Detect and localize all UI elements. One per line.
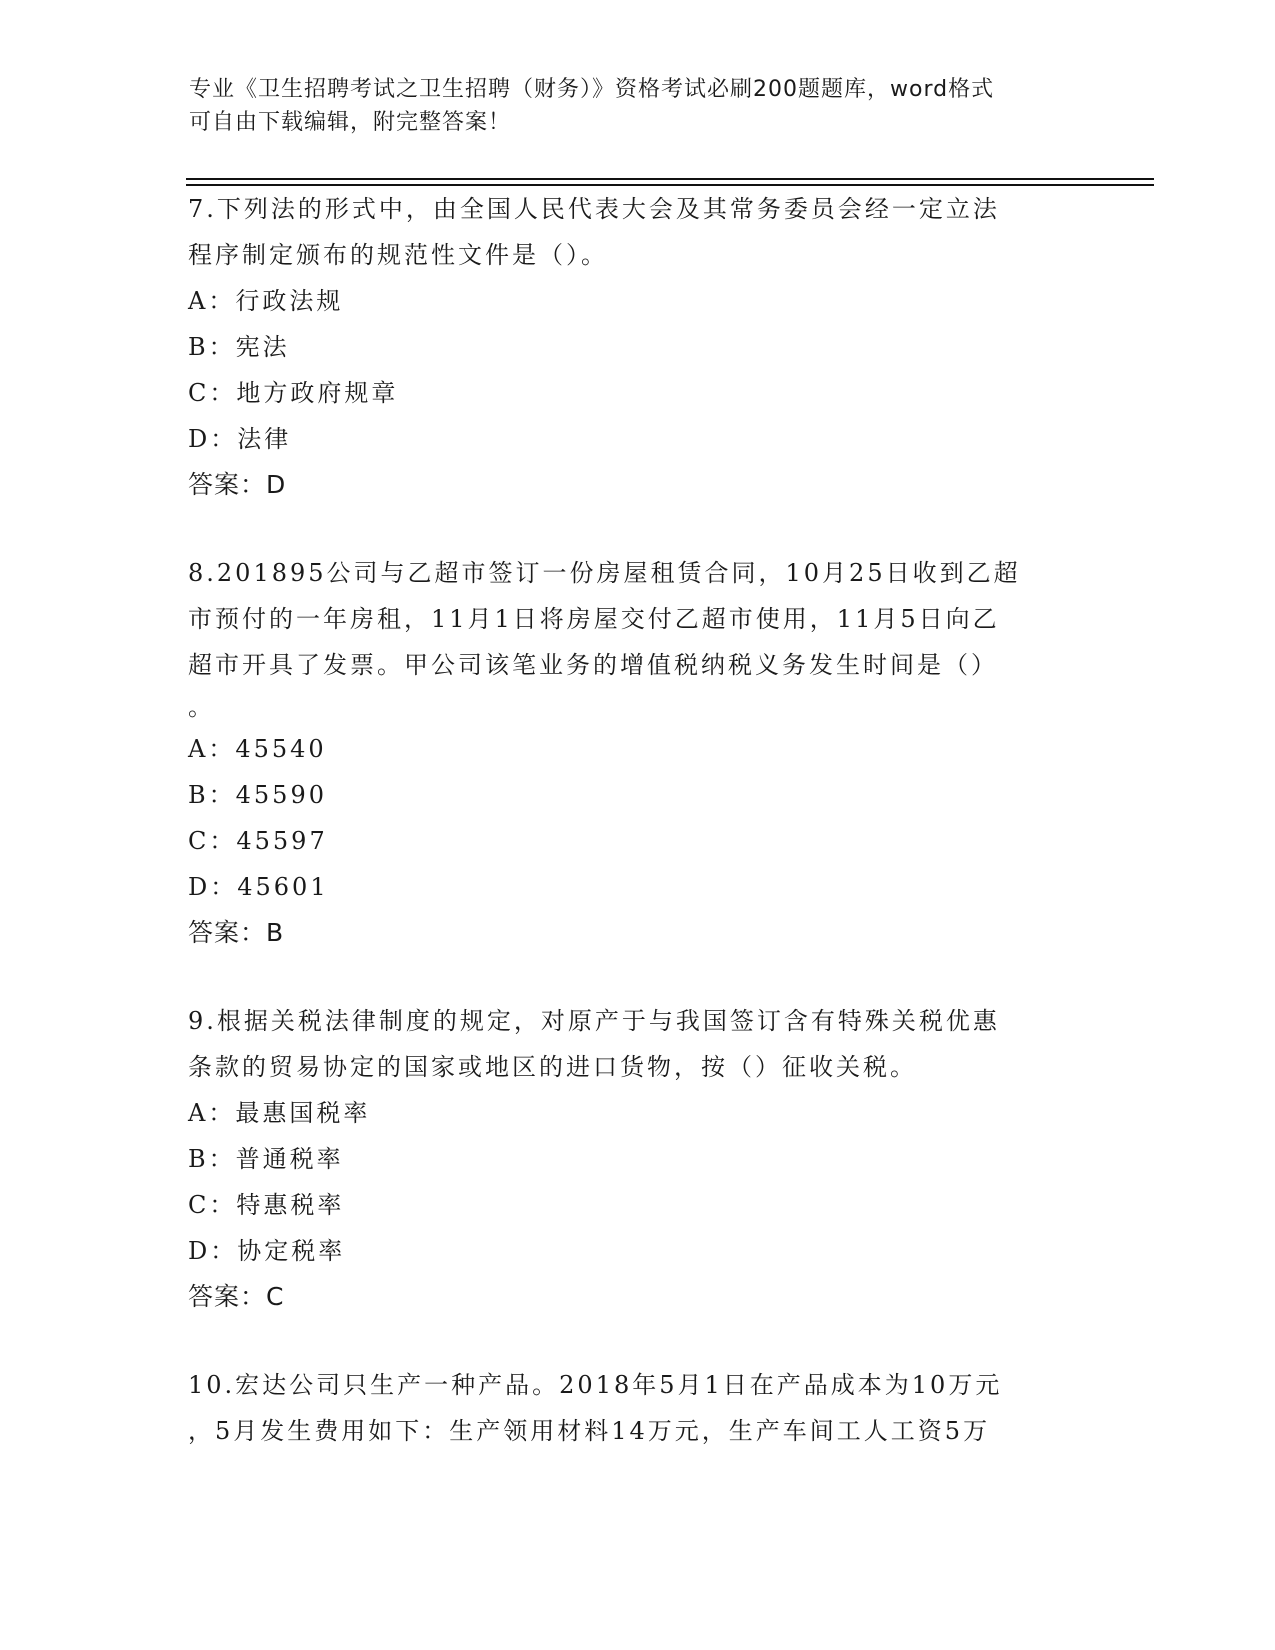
question-10-stem: [188, 1362, 1088, 1454]
question-7-option-a: A：行政法规: [188, 287, 344, 315]
question-8-option-d: D：45601: [188, 873, 329, 901]
question-7-line-1: 7.下列法的形式中，由全国人民代表大会及其常务委员会经一定立法: [188, 195, 1000, 223]
question-7: [188, 186, 1088, 508]
question-9-option-a: A：最惠国税率: [188, 1099, 371, 1127]
question-7-option-c: C：地方政府规章: [188, 379, 399, 407]
header-divider-top: [186, 178, 1154, 180]
question-8-stem: [188, 550, 1088, 726]
question-9-option-b: B：普通税率: [188, 1145, 344, 1173]
question-10-line-1: 10.宏达公司只生产一种产品。2018年5月1日在产品成本为10万元: [188, 1371, 1003, 1399]
question-8-line-4: 。: [188, 693, 215, 721]
question-8-answer: 答案：B: [188, 918, 285, 947]
question-9-line-2: 条款的贸易协定的国家或地区的进口货物，按（）征收关税。: [188, 1053, 917, 1081]
question-7-answer: 答案：D: [188, 470, 287, 499]
question-10: [188, 1362, 1088, 1454]
header-line-2: 可自由下载编辑，附完整答案！: [189, 110, 512, 135]
question-9-line-1: 9.根据关税法律制度的规定，对原产于与我国签订含有特殊关税优惠: [188, 1007, 1000, 1035]
question-9-option-c: C：特惠税率: [188, 1191, 345, 1219]
question-9-answer: 答案：C: [188, 1282, 285, 1311]
question-9-option-d: D：协定税率: [188, 1237, 346, 1265]
question-8-option-b: B：45590: [188, 781, 327, 809]
question-7-option-d: D：法律: [188, 425, 292, 453]
question-7-line-2: 程序制定颁布的规范性文件是（）。: [188, 241, 608, 269]
header-line-1: 专业《卫生招聘考试之卫生招聘（财务）》资格考试必刷200题题库，word格式: [189, 77, 995, 102]
question-8: [188, 550, 1088, 956]
document-header-note: [189, 73, 1069, 139]
question-9-stem: [188, 998, 1088, 1090]
question-8-option-c: C：45597: [188, 827, 328, 855]
question-10-line-2: ，5月发生费用如下：生产领用材料14万元，生产车间工人工资5万: [188, 1417, 991, 1445]
question-7-option-b: B：宪法: [188, 333, 290, 361]
question-8-line-3: 超市开具了发票。甲公司该笔业务的增值税纳税义务发生时间是（）: [188, 651, 998, 679]
question-7-stem: [188, 186, 1088, 278]
question-9: [188, 998, 1088, 1320]
question-list: [188, 186, 1088, 1496]
question-8-line-1: 8.201895公司与乙超市签订一份房屋租赁合同，10月25日收到乙超: [188, 559, 1021, 587]
question-8-line-2: 市预付的一年房租，11月1日将房屋交付乙超市使用，11月5日向乙: [188, 605, 1000, 633]
question-8-option-a: A：45540: [188, 735, 327, 763]
